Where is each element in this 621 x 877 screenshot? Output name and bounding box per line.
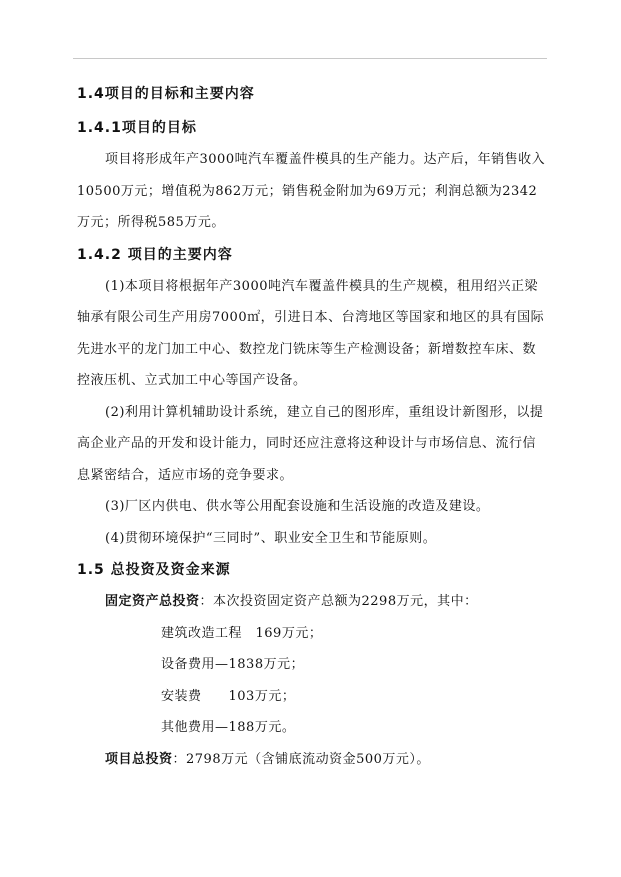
section-1-4-1-paragraph: 项目将形成年产3000吨汽车覆盖件模具的生产能力。达产后，年销售收入10500万元；增值税为862万元；销售税金附加为69万元；利润总额为2342万元；所得税585万元。 [77,152,546,230]
breakdown-equipment: 设备费用—1838万元； [161,657,305,672]
header-rule [73,58,547,59]
section-1-4-2-title: 1.4.2 项目的主要内容 [77,246,233,263]
content-item-4: (4)贯彻环境保护“三同时”、职业安全卫生和节能原则。 [105,530,437,546]
breakdown-installation: 安装费 103万元； [161,688,296,704]
total-investment-text: ：2798万元（含铺底流动资金500万元）。 [172,751,430,767]
total-investment-line [77,744,547,776]
section-1-4-title: 1.4项目的目标和主要内容 [77,86,255,102]
document-body [77,76,547,775]
fixed-asset-label: 固定资产总投资 [105,594,200,609]
content-item-1: (1)本项目将根据年产3000吨汽车覆盖件模具的生产规模，租用绍兴正梁轴承有限公司生产用房7000㎡，引进日本、台湾地区等国家和地区的具有国际先进水平的龙门加工中心、数控龙门铣床等生产检测设备；新增数控车床、数控液压机、立式加工中心等国产设备。 [77,278,545,388]
breakdown-construction: 建筑改造工程 169万元； [161,625,323,641]
breakdown-other: 其他费用—188万元。 [161,720,296,735]
fixed-asset-investment-line [77,586,547,618]
total-investment-label: 项目总投资 [105,751,173,767]
content-item-3: (3)厂区内供电、供水等公用配套设施和生活设施的改造及建设。 [105,499,490,514]
section-1-5-title: 1.5 总投资及资金来源 [77,562,231,578]
section-1-4-1-title: 1.4.1项目的目标 [77,120,197,136]
fixed-asset-text: ：本次投资固定资产总额为2298万元，其中： [199,594,478,609]
content-item-2: (2)利用计算机辅助设计系统，建立自己的图形库，重组设计新图形，以提高企业产品的开发和设计能力，同时还应注意将这种设计与市场信息、流行信息紧密结合，适应市场的竞争要求。 [77,404,544,483]
